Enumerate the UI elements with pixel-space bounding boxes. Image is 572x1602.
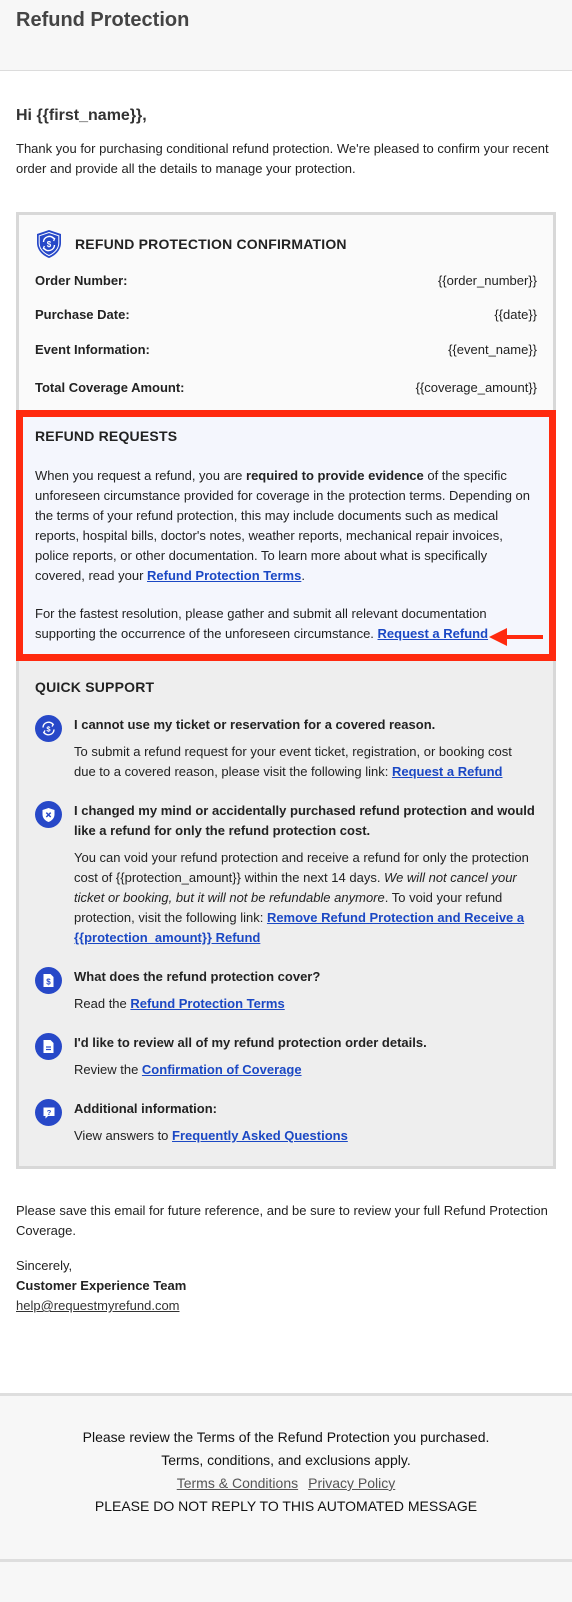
coverage-amount-value: {{coverage_amount}}	[415, 380, 537, 395]
intro-text: Thank you for purchasing conditional refund protection. We're pleased to confirm your recent order and provide all the details to manage your protection.	[16, 141, 549, 176]
remove-protection-link[interactable]: Remove Refund Protection and Receive a {{protection_amount}} Refund	[74, 910, 525, 945]
fastest-resolution-text: For the fastest resolution, please gather and submit all relevant documentation supporting the occurrence of the unforeseen circumstance.	[35, 606, 487, 641]
refund-requests-title: REFUND REQUESTS	[35, 428, 178, 444]
support-answer	[74, 848, 537, 948]
team-name	[16, 1276, 556, 1296]
email-content	[0, 105, 572, 1316]
footer-terms-notice: Please review the Terms of the Refund Protection you purchased.	[82, 1429, 490, 1445]
support-email	[16, 1296, 556, 1316]
document-icon	[35, 1033, 62, 1060]
purchase-date-label: Purchase Date:	[35, 307, 130, 322]
page-title: Refund Protection	[16, 9, 190, 31]
support-answer	[74, 1060, 537, 1080]
red-arrow-icon	[487, 626, 545, 648]
confirmation-title: REFUND PROTECTION CONFIRMATION	[75, 236, 347, 252]
shield-refund-icon	[35, 229, 63, 259]
support-item-covered-reason	[35, 715, 537, 782]
confirmation-of-coverage-link[interactable]: Confirmation of Coverage	[141, 1062, 302, 1077]
terms-conditions-link[interactable]: Terms & Conditions	[176, 1475, 299, 1491]
support-item-coverage	[35, 967, 537, 1014]
shield-x-icon	[35, 801, 62, 828]
support-answer-text: View answers to	[74, 1128, 173, 1143]
privacy-policy-link[interactable]: Privacy Policy	[308, 1475, 396, 1491]
svg-text:?: ?	[46, 1107, 51, 1117]
refund-requests-paragraph	[35, 466, 537, 586]
refund-protection-terms-link-support[interactable]: Refund Protection Terms	[130, 996, 285, 1011]
support-answer-text: You can void your refund protection and receive a refund for only the protection cost of {{protection_amount}} within the next 14 days.	[74, 850, 529, 885]
no-reply-notice: PLEASE DO NOT REPLY TO THIS AUTOMATED MESSAGE	[94, 1498, 478, 1514]
quick-support-box	[16, 661, 556, 1169]
support-answer	[74, 742, 537, 782]
support-email-link[interactable]: help@requestmyrefund.com	[16, 1298, 180, 1313]
footer	[0, 1393, 572, 1602]
support-question: I changed my mind or accidentally purchased refund protection and would like a refund for only the refund protection cost.	[74, 803, 535, 838]
request-refund-link-support[interactable]: Request a Refund	[391, 764, 503, 779]
support-answer-text: To submit a refund request for your event ticket, registration, or booking cost due to a covered reason, please visit the following link:	[74, 744, 512, 779]
support-answer-text: Read the	[74, 996, 131, 1011]
refund-requests-text-2: of the specific unforeseen circumstance provided for coverage in the protection terms. Depending on the terms of your refund protection, this may include documents such as medical reports, hospital bills, doctor's notes, weather reports, mechanical repair invoices, police reports, or other documentation. To learn more about what is specifically covered, read your	[35, 468, 531, 583]
coverage-amount-label: Total Coverage Amount:	[35, 380, 185, 395]
refund-protection-terms-link[interactable]: Refund Protection Terms	[147, 568, 302, 583]
support-answer-italic: We will not cancel your ticket or booking, but it will not be refundable anymore	[74, 870, 517, 905]
support-answer-text-2: . To void your refund protection, visit the following link:	[74, 890, 503, 925]
order-number-value: {{order_number}}	[437, 273, 537, 288]
support-question: I cannot use my ticket or reservation for a covered reason.	[74, 717, 436, 732]
request-refund-link[interactable]: Request a Refund	[377, 626, 489, 641]
quick-support-title: QUICK SUPPORT	[35, 679, 155, 695]
support-item-order-details	[35, 1033, 537, 1080]
sincerely-text: Sincerely,	[16, 1258, 73, 1273]
event-information-label: Event Information:	[35, 342, 150, 357]
header-bar	[0, 0, 572, 71]
evidence-emphasis: required to provide evidence	[246, 468, 424, 483]
coverage-amount-row	[35, 378, 537, 398]
purchase-date-value: {{date}}	[494, 307, 537, 322]
support-answer	[74, 994, 537, 1014]
svg-text:$: $	[46, 977, 51, 987]
greeting: Hi {{first_name}},	[16, 107, 147, 124]
refund-requests-box	[16, 410, 556, 661]
footer-bottom-divider	[0, 1559, 572, 1562]
footer-links	[0, 1472, 572, 1495]
refund-requests-text-1: When you request a refund, you are	[35, 468, 247, 483]
fastest-resolution-paragraph	[35, 604, 537, 644]
closing-section	[16, 1201, 556, 1316]
support-question: I'd like to review all of my refund protection order details.	[74, 1035, 427, 1050]
document-dollar-icon	[35, 967, 62, 994]
refund-cycle-icon	[35, 715, 62, 742]
team-name-text: Customer Experience Team	[16, 1278, 187, 1293]
footer-conditions: Terms, conditions, and exclusions apply.	[161, 1452, 411, 1468]
support-item-changed-mind	[35, 801, 537, 948]
support-item-additional-info	[35, 1099, 537, 1146]
svg-text:$: $	[46, 724, 51, 734]
support-answer-text: Review the	[74, 1062, 142, 1077]
support-answer	[74, 1126, 537, 1146]
event-information-row	[35, 340, 537, 360]
question-icon	[35, 1099, 62, 1126]
refund-requests-text-end: .	[301, 568, 305, 583]
order-number-label: Order Number:	[35, 273, 128, 288]
purchase-date-row	[35, 305, 537, 325]
faq-link[interactable]: Frequently Asked Questions	[172, 1128, 348, 1143]
confirmation-header	[35, 229, 537, 259]
svg-text:$: $	[46, 240, 52, 250]
closing-note: Please save this email for future reference, and be sure to review your full Refund Protection Coverage.	[16, 1203, 548, 1238]
support-question: Additional information:	[74, 1101, 217, 1116]
event-information-value: {{event_name}}	[448, 342, 537, 357]
confirmation-box	[16, 212, 556, 410]
order-number-row	[35, 271, 537, 291]
support-question: What does the refund protection cover?	[74, 969, 321, 984]
